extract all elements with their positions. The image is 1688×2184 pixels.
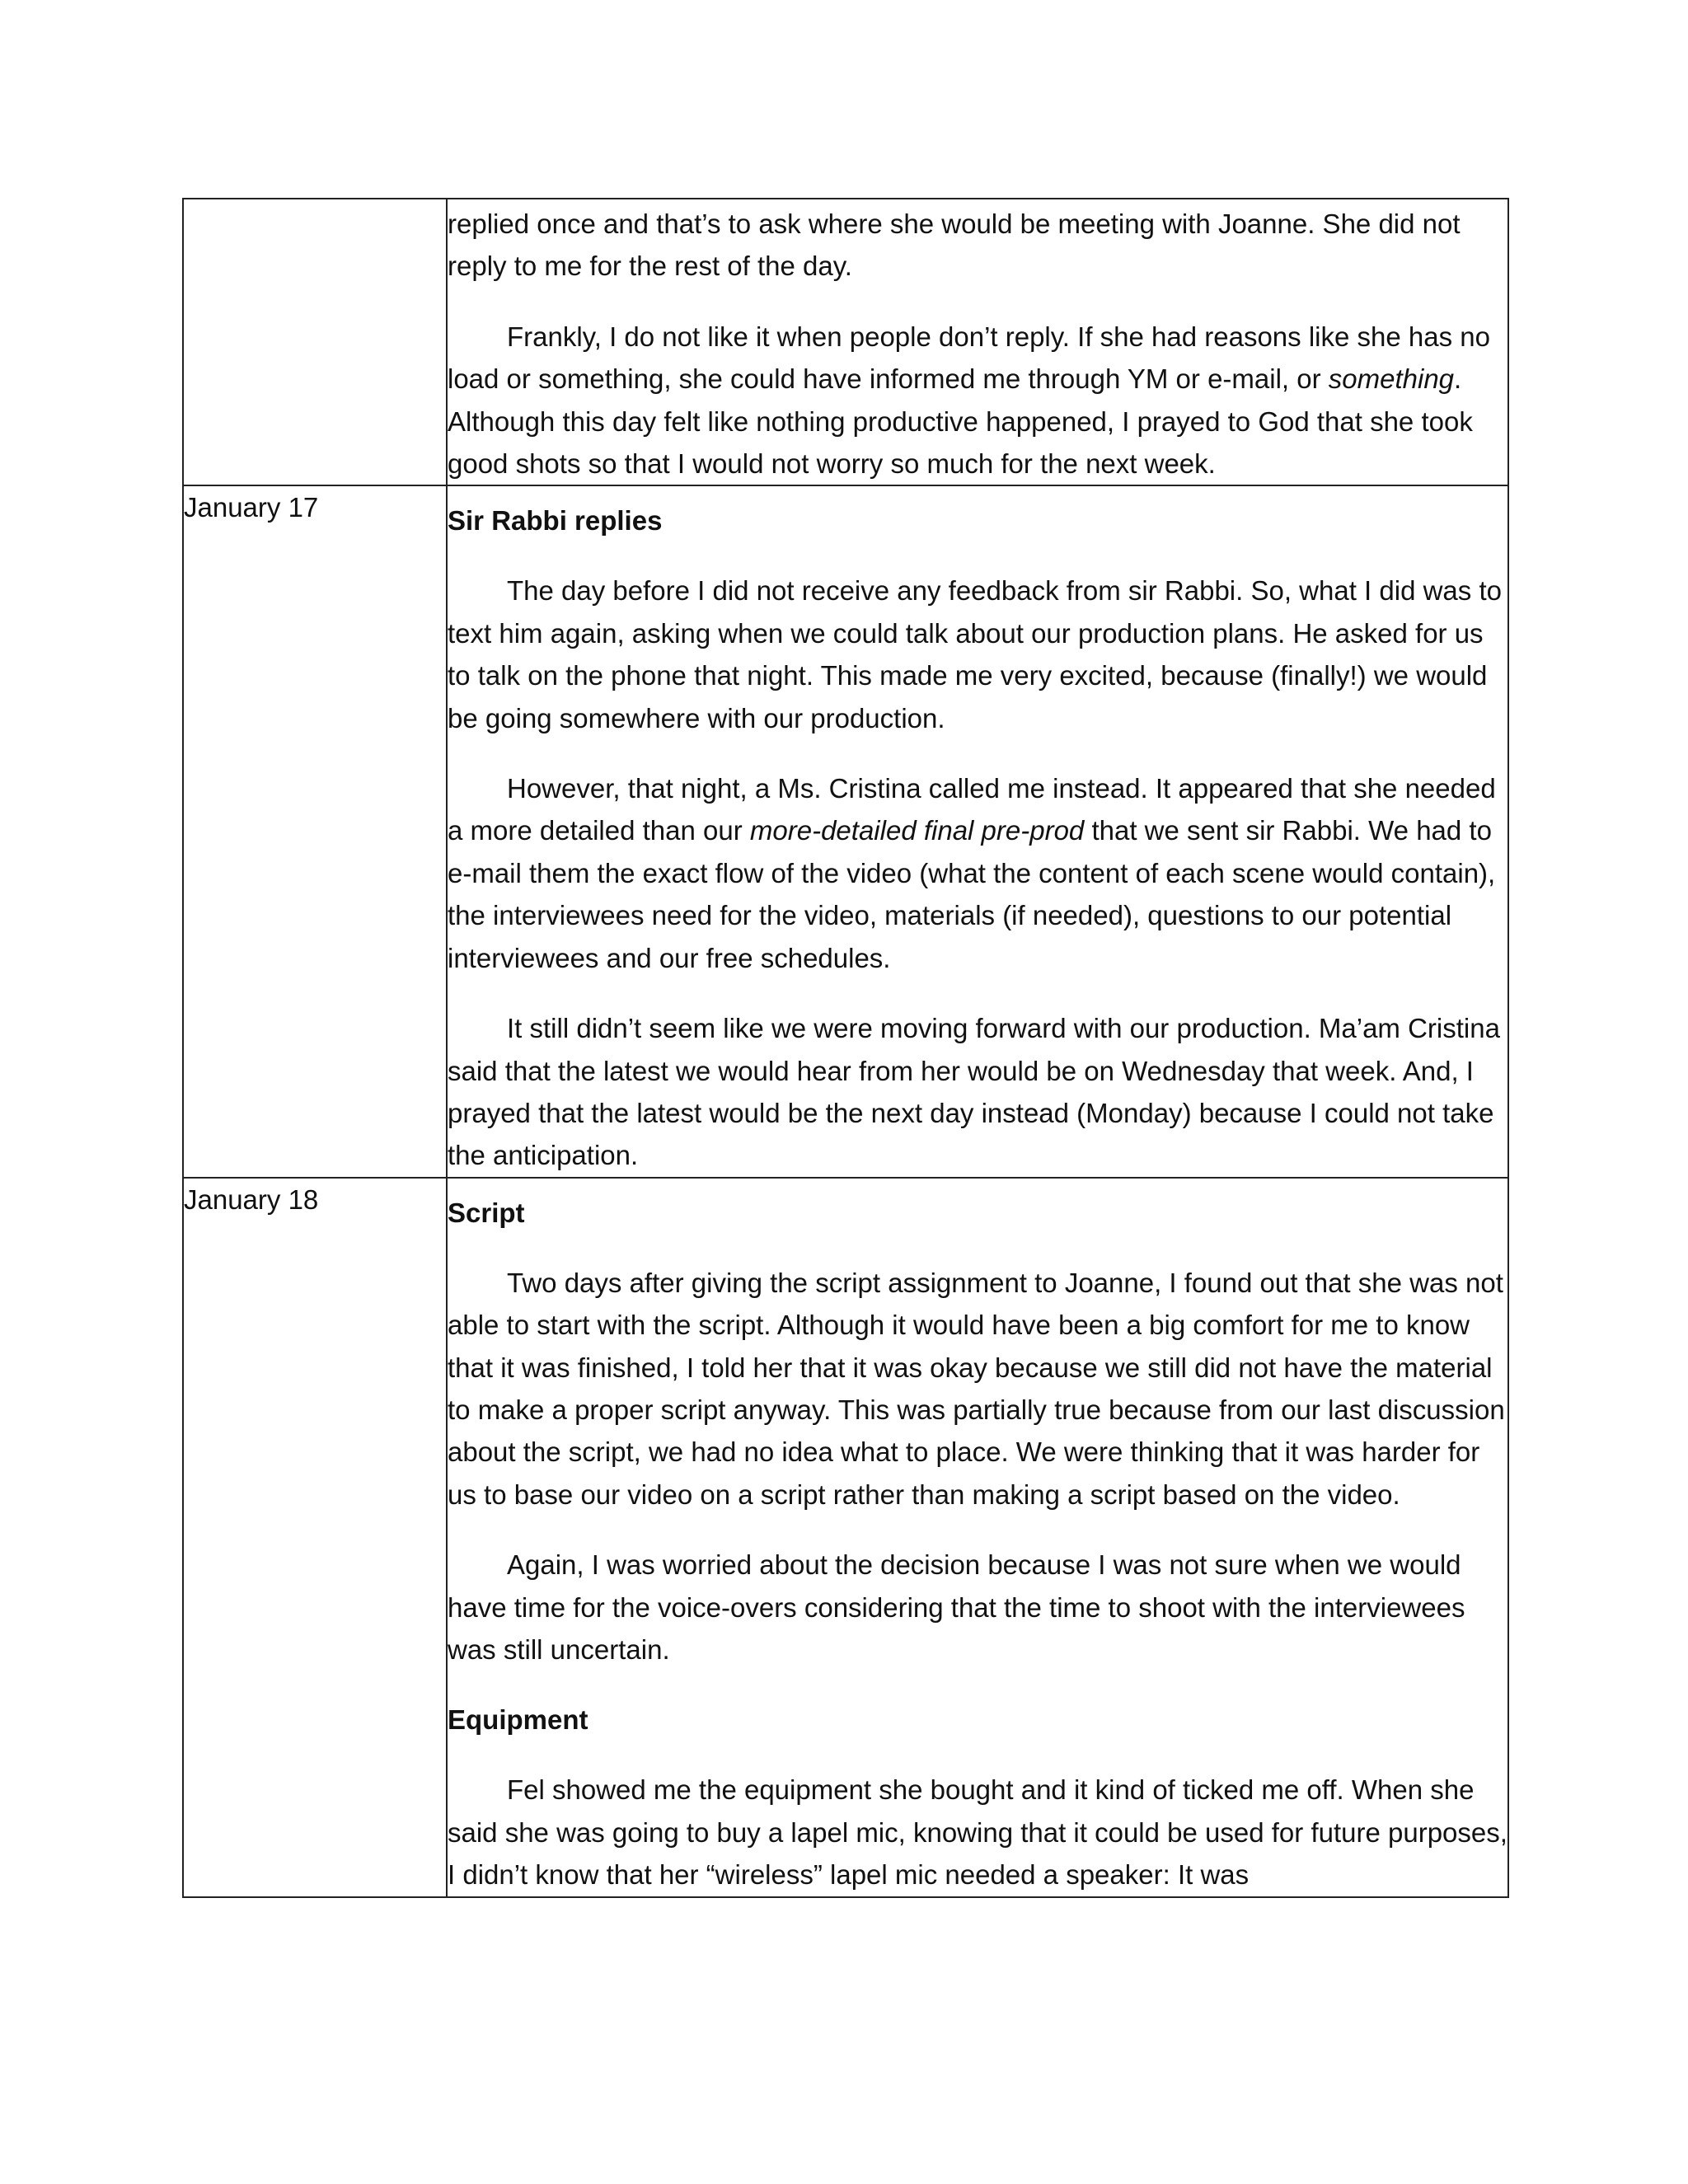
section-heading: Sir Rabbi replies bbox=[448, 505, 663, 537]
paragraph-text: that we sent sir Rabbi. We had to e-mail them the exact flow of the video (what the content of each scene would contain), the interviewees need for the video, materials (if needed), questions to our potential interviewees and our free schedules. bbox=[448, 815, 1496, 973]
emphasis-text: something bbox=[1328, 363, 1455, 395]
date-cell bbox=[183, 199, 447, 485]
paragraph bbox=[448, 767, 1507, 979]
paragraph: The day before I did not receive any feedback from sir Rabbi. So, what I did was to text him again, asking when we could talk about our production plans. He asked for us to talk on the phone that night. This made me very excited, because (finally!) we would be going somewhere with our production. bbox=[448, 575, 1502, 733]
entry-cell bbox=[447, 1178, 1508, 1897]
paragraph: Again, I was worried about the decision because I was not sure when we would have time for the voice-overs considering that the time to shoot with the interviewees was still uncertain. bbox=[448, 1549, 1465, 1665]
table-row bbox=[183, 1178, 1508, 1897]
paragraph: replied once and that’s to ask where she would be meeting with Joanne. She did not reply to me for the rest of the day. bbox=[448, 209, 1461, 282]
table-row bbox=[183, 199, 1508, 485]
date-cell: January 17 bbox=[183, 485, 447, 1177]
paragraph-text: . Although this day felt like nothing productive happened, I prayed to God that she took good shots so that I would not worry so much for the next week. bbox=[448, 363, 1473, 480]
emphasis-text: more-detailed final pre-prod bbox=[749, 815, 1085, 846]
journal-table bbox=[182, 198, 1509, 1898]
date-cell: January 18 bbox=[183, 1178, 447, 1897]
paragraph-text: However, that night, a Ms. Cristina called me instead. It appeared that she needed a more detailed than our bbox=[448, 773, 1496, 846]
paragraph-text: Frankly, I do not like it when people don’t reply. If she had reasons like she has no load or something, she could have informed me through YM or e-mail, or bbox=[448, 321, 1490, 395]
paragraph: Fel showed me the equipment she bought and it kind of ticked me off. When she said she was going to buy a lapel mic, knowing that it could be used for future purposes, I didn’t know that her “wireless” lapel mic needed a speaker: It was bbox=[448, 1774, 1507, 1891]
table-row bbox=[183, 485, 1508, 1177]
section-heading: Equipment bbox=[448, 1704, 588, 1736]
entry-cell bbox=[447, 199, 1508, 485]
paragraph: It still didn’t seem like we were moving forward with our production. Ma’am Cristina said that the latest we would hear from her would be on Wednesday that week. And, I prayed that the latest would be the next day instead (Monday) because I could not take the anticipation. bbox=[448, 1013, 1500, 1171]
entry-cell bbox=[447, 485, 1508, 1177]
paragraph: Two days after giving the script assignment to Joanne, I found out that she was not able to start with the script. Although it would have been a big comfort for me to know that it was finished, I told her that it was okay because we still did not have the material to make a proper script anyway. This was partially true because from our last discussion about the script, we had no idea what to place. We were thinking that it was harder for us to base our video on a script rather than making a script based on the video. bbox=[448, 1267, 1505, 1510]
paragraph bbox=[448, 316, 1507, 485]
section-heading: Script bbox=[448, 1197, 525, 1228]
